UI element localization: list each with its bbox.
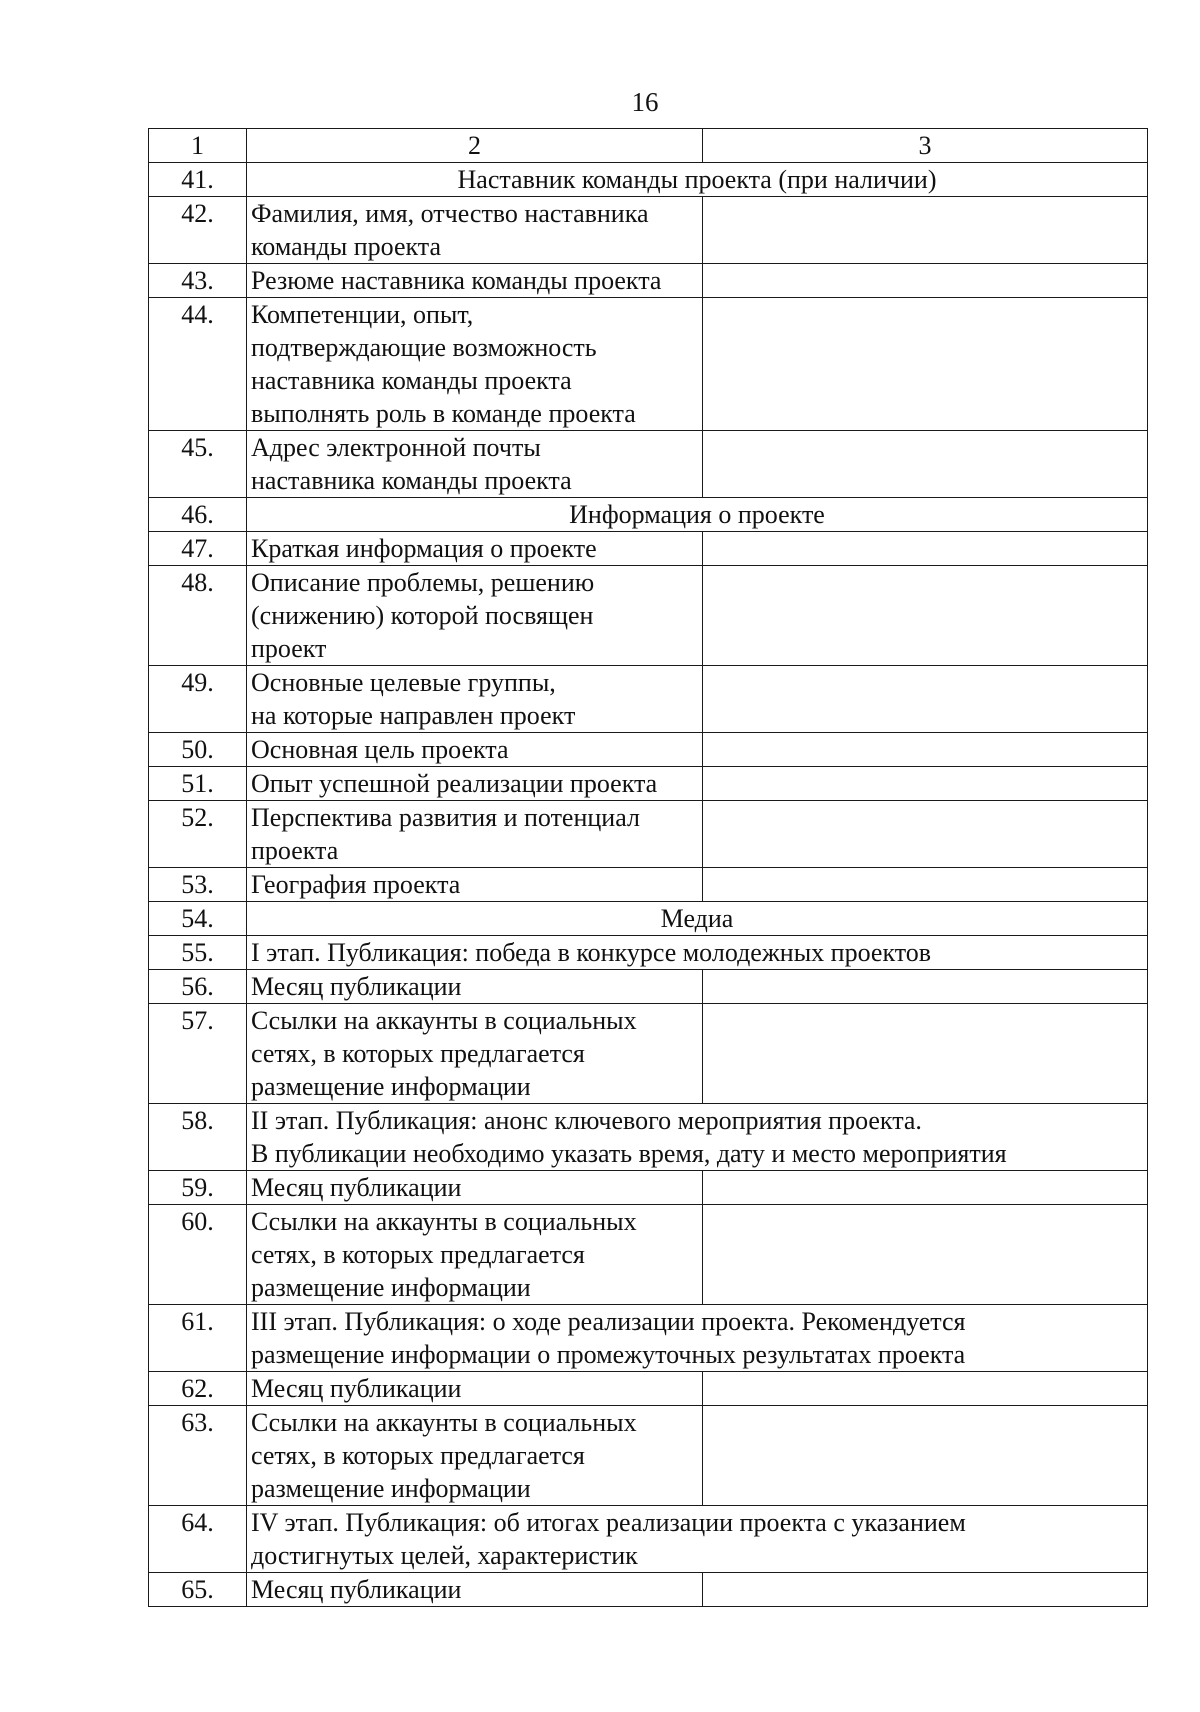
column-header-3: 3	[703, 129, 1148, 163]
form-table	[148, 128, 1148, 1607]
field-value-cell[interactable]	[703, 868, 1148, 902]
table-row	[149, 666, 1148, 733]
field-label	[247, 1573, 703, 1607]
row-number: 60.	[149, 1205, 247, 1305]
field-label	[247, 733, 703, 767]
field-value-cell[interactable]	[703, 298, 1148, 431]
section-heading	[247, 498, 1148, 532]
row-number: 48.	[149, 566, 247, 666]
field-value-cell[interactable]	[703, 566, 1148, 666]
table-row	[149, 1573, 1148, 1607]
row-number: 49.	[149, 666, 247, 733]
field-label	[247, 431, 703, 498]
field-label	[247, 264, 703, 298]
text-line: размещение информации	[251, 1273, 531, 1302]
text-line: Информация о проекте	[569, 500, 825, 529]
table-row	[149, 431, 1148, 498]
section-heading	[247, 163, 1148, 197]
table-row	[149, 264, 1148, 298]
row-number: 46.	[149, 498, 247, 532]
table-row	[149, 1004, 1148, 1104]
table-row	[149, 868, 1148, 902]
field-value-cell[interactable]	[703, 431, 1148, 498]
row-number: 57.	[149, 1004, 247, 1104]
section-heading	[247, 902, 1148, 936]
table-row	[149, 733, 1148, 767]
table-row	[149, 197, 1148, 264]
table-row	[149, 163, 1148, 197]
text-line: Медиа	[660, 904, 734, 933]
field-value-cell[interactable]	[703, 1406, 1148, 1506]
text-line: (снижению) которой посвящен	[251, 601, 594, 630]
text-line: Основные целевые группы,	[251, 668, 556, 697]
field-value-cell[interactable]	[703, 733, 1148, 767]
text-line: Месяц публикации	[251, 1173, 462, 1202]
table-row	[149, 902, 1148, 936]
text-line: наставника команды проекта	[251, 366, 572, 395]
text-line: сетях, в которых предлагается	[251, 1039, 585, 1068]
field-label	[247, 970, 703, 1004]
table-row	[149, 298, 1148, 431]
table-row	[149, 566, 1148, 666]
column-header-2: 2	[247, 129, 703, 163]
table-row	[149, 1406, 1148, 1506]
text-line: Ссылки на аккаунты в социальных	[251, 1207, 637, 1236]
row-number: 50.	[149, 733, 247, 767]
row-number: 55.	[149, 936, 247, 970]
text-line: III этап. Публикация: о ходе реализации проекта. Рекомендуется	[251, 1307, 966, 1336]
text-line: выполнять роль в команде проекта	[251, 399, 636, 428]
field-value-cell[interactable]	[703, 1573, 1148, 1607]
text-line: на которые направлен проект	[251, 701, 576, 730]
stage-description	[247, 1305, 1148, 1372]
text-line: Месяц публикации	[251, 1374, 462, 1403]
text-line: наставника команды проекта	[251, 466, 572, 495]
field-value-cell[interactable]	[703, 1372, 1148, 1406]
field-label	[247, 767, 703, 801]
table-row	[149, 1205, 1148, 1305]
row-number: 47.	[149, 532, 247, 566]
field-value-cell[interactable]	[703, 1205, 1148, 1305]
field-label	[247, 801, 703, 868]
field-value-cell[interactable]	[703, 1171, 1148, 1205]
row-number: 45.	[149, 431, 247, 498]
text-line: Компетенции, опыт,	[251, 300, 474, 329]
column-header-1: 1	[149, 129, 247, 163]
field-label	[247, 532, 703, 566]
field-label	[247, 1205, 703, 1305]
field-label	[247, 298, 703, 431]
row-number: 59.	[149, 1171, 247, 1205]
field-value-cell[interactable]	[703, 532, 1148, 566]
field-value-cell[interactable]	[703, 767, 1148, 801]
field-label	[247, 666, 703, 733]
table-row	[149, 1171, 1148, 1205]
row-number: 44.	[149, 298, 247, 431]
table-body	[149, 163, 1148, 1607]
field-value-cell[interactable]	[703, 264, 1148, 298]
text-line: Месяц публикации	[251, 972, 462, 1001]
text-line: размещение информации о промежуточных результатах проекта	[251, 1340, 966, 1369]
text-line: IV этап. Публикация: об итогах реализации проекта с указанием	[251, 1508, 966, 1537]
text-line: В публикации необходимо указать время, дату и место мероприятия	[251, 1139, 1007, 1168]
text-line: Резюме наставника команды проекта	[251, 266, 662, 295]
text-line: достигнутых целей, характеристик	[251, 1541, 638, 1570]
row-number: 62.	[149, 1372, 247, 1406]
row-number: 51.	[149, 767, 247, 801]
text-line: Фамилия, имя, отчество наставника	[251, 199, 649, 228]
field-value-cell[interactable]	[703, 1004, 1148, 1104]
text-line: проект	[251, 634, 327, 663]
table-row	[149, 1372, 1148, 1406]
field-label	[247, 197, 703, 264]
row-number: 61.	[149, 1305, 247, 1372]
field-value-cell[interactable]	[703, 666, 1148, 733]
field-label	[247, 1171, 703, 1205]
table-row	[149, 532, 1148, 566]
text-line: сетях, в которых предлагается	[251, 1240, 585, 1269]
table-row	[149, 498, 1148, 532]
row-number: 63.	[149, 1406, 247, 1506]
text-line: размещение информации	[251, 1072, 531, 1101]
table-row	[149, 1104, 1148, 1171]
stage-description	[247, 1104, 1148, 1171]
text-line: Месяц публикации	[251, 1575, 462, 1604]
row-number: 43.	[149, 264, 247, 298]
row-number: 56.	[149, 970, 247, 1004]
field-label	[247, 566, 703, 666]
field-value-cell[interactable]	[703, 970, 1148, 1004]
page-number: 16	[631, 87, 659, 117]
text-line: подтверждающие возможность	[251, 333, 597, 362]
field-label	[247, 1372, 703, 1406]
text-line: размещение информации	[251, 1474, 531, 1503]
text-line: Краткая информация о проекте	[251, 534, 597, 563]
table-header-row	[149, 129, 1148, 163]
table-row	[149, 936, 1148, 970]
table-row	[149, 767, 1148, 801]
field-label	[247, 1004, 703, 1104]
text-line: проекта	[251, 836, 339, 865]
stage-description	[247, 936, 1148, 970]
row-number: 65.	[149, 1573, 247, 1607]
text-line: Адрес электронной почты	[251, 433, 541, 462]
text-line: Наставник команды проекта (при наличии)	[457, 165, 937, 194]
text-line: География проекта	[251, 870, 461, 899]
table-row	[149, 1305, 1148, 1372]
text-line: сетях, в которых предлагается	[251, 1441, 585, 1470]
row-number: 54.	[149, 902, 247, 936]
row-number: 53.	[149, 868, 247, 902]
text-line: II этап. Публикация: анонс ключевого мероприятия проекта.	[251, 1106, 922, 1135]
row-number: 42.	[149, 197, 247, 264]
row-number: 58.	[149, 1104, 247, 1171]
table-row	[149, 1506, 1148, 1573]
row-number: 52.	[149, 801, 247, 868]
table-row	[149, 801, 1148, 868]
field-value-cell[interactable]	[703, 197, 1148, 264]
text-line: Перспектива развития и потенциал	[251, 803, 640, 832]
field-label	[247, 868, 703, 902]
text-line: Ссылки на аккаунты в социальных	[251, 1408, 637, 1437]
text-line: Ссылки на аккаунты в социальных	[251, 1006, 637, 1035]
text-line: Опыт успешной реализации проекта	[251, 769, 658, 798]
text-line: Описание проблемы, решению	[251, 568, 595, 597]
text-line: I этап. Публикация: победа в конкурсе молодежных проектов	[251, 938, 932, 967]
table-row	[149, 970, 1148, 1004]
row-number: 41.	[149, 163, 247, 197]
row-number: 64.	[149, 1506, 247, 1573]
field-value-cell[interactable]	[703, 801, 1148, 868]
text-line: команды проекта	[251, 232, 442, 261]
text-line: Основная цель проекта	[251, 735, 509, 764]
field-label	[247, 1406, 703, 1506]
stage-description	[247, 1506, 1148, 1573]
